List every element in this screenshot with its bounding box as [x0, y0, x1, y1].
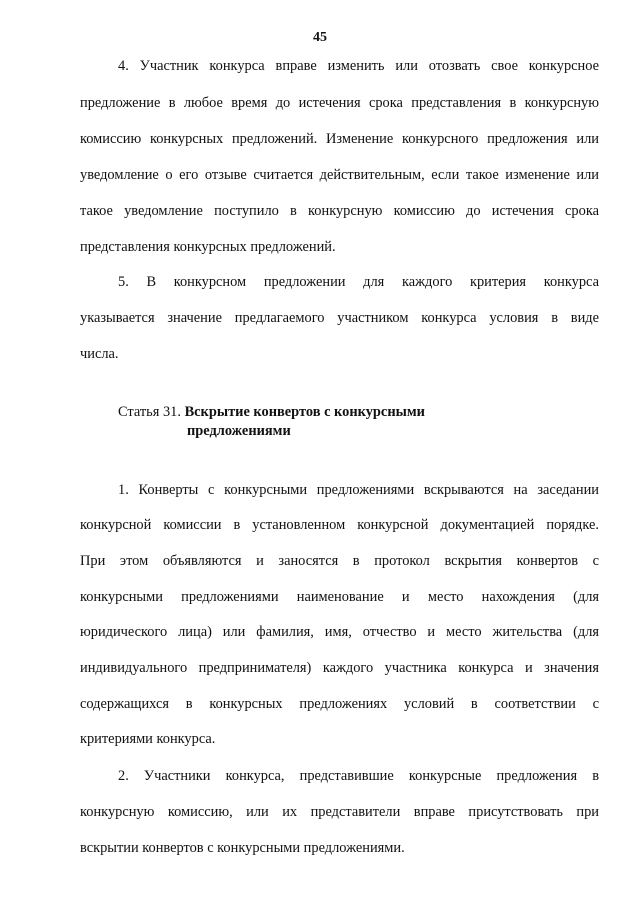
paragraph-4-line: уведомление о его отзыве считается действительным, если такое изменение или	[80, 167, 599, 183]
paragraph-4-line: представления конкурсных предложений.	[80, 239, 336, 255]
paragraph-4-line: 4. Участник конкурса вправе изменить или отозвать свое конкурсное	[118, 58, 599, 74]
paragraph-1-line: При этом объявляются и заносятся в протокол вскрытия конвертов с	[80, 553, 599, 569]
article-heading	[118, 403, 538, 441]
paragraph-1-line: 1. Конверты с конкурсными предложениями вскрываются на заседании	[118, 482, 599, 498]
paragraph-5-line: указывается значение предлагаемого участником конкурса условия в виде	[80, 310, 599, 326]
paragraph-1-line: юридического лица) или фамилия, имя, отчество и место жительства (для	[80, 624, 599, 640]
page-number: 45	[313, 30, 327, 45]
paragraph-2-line: конкурсную комиссию, или их представители вправе присутствовать при	[80, 804, 599, 820]
article-title: Вскрытие конвертов с конкурсными	[184, 404, 425, 420]
paragraph-4-line: предложение в любое время до истечения срока представления в конкурсную	[80, 95, 599, 111]
article-title-continued: предложениями	[187, 423, 291, 439]
paragraph-5-line: числа.	[80, 346, 119, 362]
paragraph-1-line: конкурсными предложениями наименование и место нахождения (для	[80, 589, 599, 605]
paragraph-1-line: критериями конкурса.	[80, 731, 216, 747]
paragraph-1-line: индивидуального предпринимателя) каждого участника конкурса и значения	[80, 660, 599, 676]
paragraph-1-line: конкурсной комиссии в установленном конкурсной документацией порядке.	[80, 517, 599, 533]
paragraph-2-line: вскрытии конвертов с конкурсными предложениями.	[80, 840, 405, 856]
article-number: Статья 31.	[118, 404, 181, 420]
paragraph-1-line: содержащихся в конкурсных предложениях условий в соответствии с	[80, 696, 599, 712]
paragraph-4-line: такое уведомление поступило в конкурсную комиссию до истечения срока	[80, 203, 599, 219]
paragraph-2-line: 2. Участники конкурса, представившие конкурсные предложения в	[118, 768, 599, 784]
paragraph-4-line: комиссию конкурсных предложений. Изменение конкурсного предложения или	[80, 131, 599, 147]
paragraph-5-line: 5. В конкурсном предложении для каждого критерия конкурса	[118, 274, 599, 290]
